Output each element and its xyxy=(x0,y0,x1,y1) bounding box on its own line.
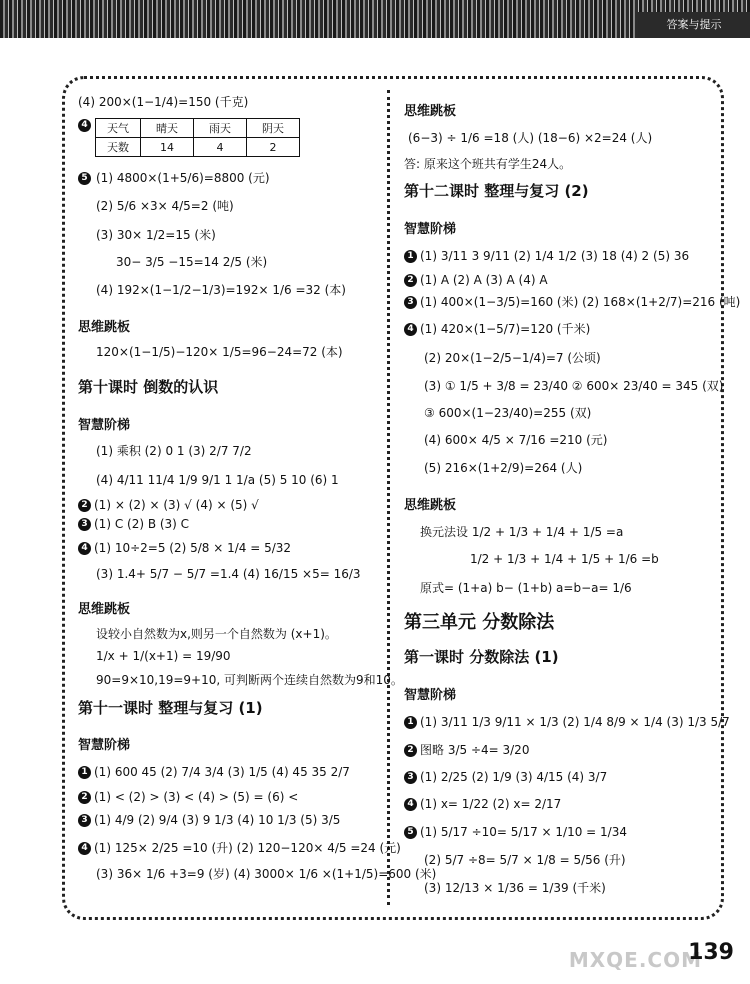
answer-line: (4) 600× 4/5 × 7/16 =210 (元) xyxy=(424,433,608,447)
question-number: 3 xyxy=(404,771,417,784)
answer-line: 2 图略 3/5 ÷4= 3/20 xyxy=(404,742,529,758)
question-number: 3 xyxy=(78,814,91,827)
answer-line: 设较小自然数为x,则另一个自然数为 (x+1)。 xyxy=(96,627,337,641)
lesson-title: 第十课时 倒数的认识 xyxy=(78,378,219,396)
answer-line: (4) 192×(1−1/2−1/3)=192× 1/6 =32 (本) xyxy=(96,283,346,297)
answer-line: 4 (1) 125× 2/25 =10 (升) (2) 120−120× 4/5 =24 (元) xyxy=(78,840,401,856)
answer-line: 30− 3/5 −15=14 2/5 (米) xyxy=(116,255,268,269)
question-number: 4 xyxy=(78,842,91,855)
question-number: 1 xyxy=(404,716,417,729)
answer-line: 答: 原来这个班共有学生24人。 xyxy=(404,157,572,171)
answer-line: 4 (1) 10÷2=5 (2) 5/8 × 1/4 = 5/32 xyxy=(78,540,291,556)
unit-title: 第三单元 分数除法 xyxy=(404,612,555,633)
question-number: 1 xyxy=(78,766,91,779)
section-heading: 智慧阶梯 xyxy=(78,418,131,433)
answer-line: 1 (1) 3/11 1/3 9/11 × 1/3 (2) 1/4 8/9 × 1/4 (3) 1/3 5/7 xyxy=(404,714,730,730)
answer-line: 5 (1) 5/17 ÷10= 5/17 × 1/10 = 1/34 xyxy=(404,824,627,840)
answer-line: 1 (1) 600 45 (2) 7/4 3/4 (3) 1/5 (4) 45 35 2/7 xyxy=(78,764,350,780)
question-number: 2 xyxy=(78,499,91,512)
lesson-title: 第一课时 分数除法 (1) xyxy=(404,648,559,666)
answer-line: (4) 200×(1−1/4)=150 (千克) xyxy=(78,95,249,109)
table-cell: 阴天 xyxy=(247,119,300,138)
answer-line: (1) 4800×(1+5/6)=8800 (元) xyxy=(96,171,270,185)
section-heading: 思维跳板 xyxy=(404,498,457,513)
answer-line: 2 (1) × (2) × (3) √ (4) × (5) √ xyxy=(78,497,259,513)
answer-line: 4 (1) 420×(1−5/7)=120 (千米) xyxy=(404,321,590,337)
column-divider xyxy=(387,90,390,905)
answer-line: (6−3) ÷ 1/6 =18 (人) (18−6) ×2=24 (人) xyxy=(408,131,653,145)
answer-line: (2) 5/7 ÷8= 5/7 × 1/8 = 5/56 (升) xyxy=(424,853,626,867)
question-number: 1 xyxy=(404,250,417,263)
table-cell: 天气 xyxy=(96,119,141,138)
answer-line: (5) 216×(1+2/9)=264 (人) xyxy=(424,461,583,475)
answer-line: 2 (1) A (2) A (3) A (4) A xyxy=(404,272,548,288)
answer-line: ③ 600×(1−23/40)=255 (双) xyxy=(424,406,592,420)
answer-line: 90=9×10,19=9+10, 可判断两个连续自然数为9和10。 xyxy=(96,673,403,687)
answer-line: (3) 1.4+ 5/7 − 5/7 =1.4 (4) 16/15 ×5= 16/3 xyxy=(96,567,361,581)
answer-line: 3 (1) 2/25 (2) 1/9 (3) 4/15 (4) 3/7 xyxy=(404,769,607,785)
header-bar xyxy=(0,0,750,38)
table-cell: 晴天 xyxy=(141,119,194,138)
section-heading: 智慧阶梯 xyxy=(404,222,457,237)
question-number: 3 xyxy=(404,296,417,309)
question-number-4: 4 xyxy=(78,119,91,132)
answer-line: 2 (1) < (2) > (3) < (4) > (5) = (6) < xyxy=(78,789,298,805)
question-number-5: 5 xyxy=(78,172,91,185)
header-tag: 答案与提示 xyxy=(638,12,750,38)
answer-line: 1 (1) 3/11 3 9/11 (2) 1/4 1/2 (3) 18 (4) 2 (5) 36 xyxy=(404,248,689,264)
page-number: 139 xyxy=(688,940,734,965)
table-cell: 雨天 xyxy=(194,119,247,138)
weather-table xyxy=(95,118,300,157)
answer-line: 原式= (1+a) b− (1+b) a=b−a= 1/6 xyxy=(420,581,632,595)
table-cell: 天数 xyxy=(96,138,141,157)
answer-line: (3) 12/13 × 1/36 = 1/39 (千米) xyxy=(424,881,606,895)
section-heading: 思维跳板 xyxy=(78,320,131,335)
lesson-title: 第十一课时 整理与复习 (1) xyxy=(78,699,263,717)
answer-line: 3 (1) 400×(1−3/5)=160 (米) (2) 168×(1+2/7)=216 (吨) xyxy=(404,294,740,310)
answer-line: 1/2 + 1/3 + 1/4 + 1/5 + 1/6 =b xyxy=(470,552,659,566)
question-number: 2 xyxy=(78,791,91,804)
question-number: 2 xyxy=(404,744,417,757)
answer-line: (4) 4/11 11/4 1/9 9/1 1 1/a (5) 5 10 (6) 1 xyxy=(96,473,339,487)
question-number: 4 xyxy=(404,323,417,336)
answer-line: 3 (1) C (2) B (3) C xyxy=(78,516,189,532)
section-heading: 智慧阶梯 xyxy=(78,738,131,753)
answer-line: (3) 36× 1/6 +3=9 (岁) (4) 3000× 1/6 ×(1+1/5)=600 (米) xyxy=(96,867,437,881)
answer-line: (2) 5/6 ×3× 4/5=2 (吨) xyxy=(96,199,234,213)
table-cell: 2 xyxy=(247,138,300,157)
answer-line: (1) 乘积 (2) 0 1 (3) 2/7 7/2 xyxy=(96,444,252,458)
lesson-title: 第十二课时 整理与复习 (2) xyxy=(404,182,589,200)
question-number: 4 xyxy=(78,542,91,555)
watermark-logo: MXQE.COM xyxy=(568,948,702,972)
answer-line: 换元法设 1/2 + 1/3 + 1/4 + 1/5 =a xyxy=(420,525,624,539)
section-heading: 思维跳板 xyxy=(78,602,131,617)
table-cell: 14 xyxy=(141,138,194,157)
answer-line: 120×(1−1/5)−120× 1/5=96−24=72 (本) xyxy=(96,345,343,359)
question-number: 2 xyxy=(404,274,417,287)
section-heading: 思维跳板 xyxy=(404,104,457,119)
table-cell: 4 xyxy=(194,138,247,157)
section-heading: 智慧阶梯 xyxy=(404,688,457,703)
answer-line: (3) ① 1/5 + 3/8 = 23/40 ② 600× 23/40 = 345 (双) xyxy=(424,379,724,393)
question-number: 4 xyxy=(404,798,417,811)
answer-line: 3 (1) 4/9 (2) 9/4 (3) 9 1/3 (4) 10 1/3 (5) 3/5 xyxy=(78,812,340,828)
answer-line: (3) 30× 1/2=15 (米) xyxy=(96,228,216,242)
answer-line: 4 (1) x= 1/22 (2) x= 2/17 xyxy=(404,796,561,812)
answer-line: (2) 20×(1−2/5−1/4)=7 (公顷) xyxy=(424,351,601,365)
question-number: 5 xyxy=(404,826,417,839)
question-number: 3 xyxy=(78,518,91,531)
answer-line: 1/x + 1/(x+1) = 19/90 xyxy=(96,649,231,663)
